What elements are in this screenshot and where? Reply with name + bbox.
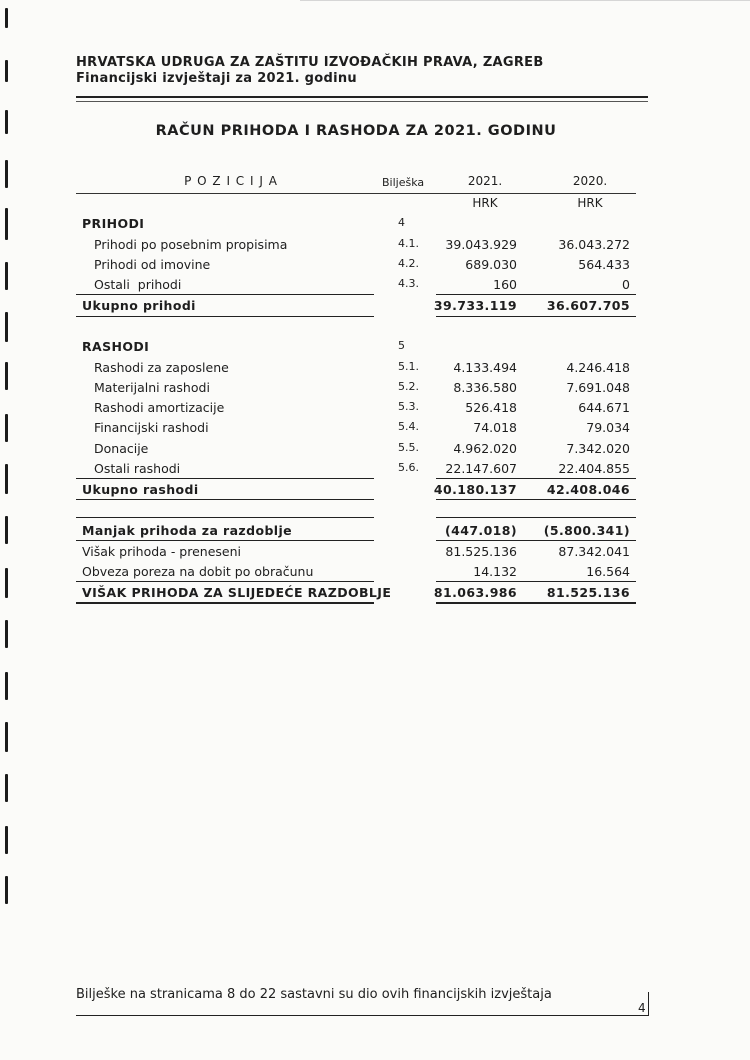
total-rule [76,499,374,500]
tax-2021: 14.132 [473,564,517,579]
value-2020: 4.246.418 [566,360,630,375]
carried-surplus-2021: 81.525.136 [445,544,517,559]
total-rule [436,316,636,317]
currency-2021: HRK [472,196,498,210]
column-header-2021: 2021. [467,174,503,188]
table-row [0,458,750,478]
income-total-label: Ukupno prihodi [82,298,196,313]
deficit-row [0,520,750,540]
footer-rule [76,1015,648,1016]
value-2021: 160 [493,277,517,292]
value-2020: 22.404.855 [558,461,630,476]
currency-2020: HRK [577,196,603,210]
income-total-2021: 39.733.119 [433,298,517,313]
value-2020: 564.433 [578,257,630,272]
value-2021: 39.043.929 [445,237,517,252]
table-header-rule [76,193,636,194]
summary-rule [76,517,374,518]
header-rule-thin [76,101,648,102]
income-heading-row [0,213,750,233]
value-2021: 74.018 [473,420,517,435]
row-label: Prihodi od imovine [94,257,211,272]
table-row [0,377,750,397]
value-2020: 7.342.020 [566,441,630,456]
row-note: 5.6. [398,461,419,474]
expense-heading-row [0,336,750,356]
table-row [0,254,750,274]
value-2021: 22.147.607 [445,461,517,476]
table-row [0,357,750,377]
value-2020: 36.043.272 [558,237,630,252]
income-total-row [0,295,750,315]
page-number-divider [648,992,649,1016]
income-total-2020: 36.607.705 [546,298,630,313]
expense-note: 5 [398,339,405,352]
total-rule [76,316,374,317]
deficit-2021: (447.018) [445,523,517,538]
value-2020: 0 [622,277,630,292]
footer-note: Bilješke na stranicama 8 do 22 sastavni su dio ovih financijskih izvještaja [76,987,552,1002]
page-number: 4 [638,1001,646,1015]
binding-marks [5,0,9,1000]
organization-name: HRVATSKA UDRUGA ZA ZAŠTITU IZVOĐAČKIH PRAVA, ZAGREB [76,55,544,70]
column-header-note: Bilješka [382,176,425,189]
header-rule [76,96,648,98]
carried-surplus-label: Višak prihoda - preneseni [82,544,242,559]
row-label: Rashodi amortizacije [94,400,225,415]
row-label: Financijski rashodi [94,420,209,435]
table-row [0,417,750,437]
carried-surplus-2020: 87.342.041 [558,544,630,559]
surplus-next-period-2020: 81.525.136 [546,585,630,600]
row-note: 4.1. [398,237,419,250]
table-row [0,397,750,417]
carried-surplus-row [0,541,750,561]
scan-top-edge [300,0,750,1]
row-label: Ostali prihodi [94,277,182,292]
tax-row [0,561,750,581]
row-label: Prihodi po posebnim propisima [94,237,288,252]
expense-total-2020: 42.408.046 [546,482,630,497]
statement-title: RAČUN PRIHODA I RASHODA ZA 2021. GODINU [155,123,557,139]
table-row [0,234,750,254]
column-header-position: P O Z I C I J A [184,174,278,188]
row-note: 5.2. [398,380,419,393]
value-2020: 79.034 [586,420,630,435]
row-label: Ostali rashodi [94,461,181,476]
income-note: 4 [398,216,405,229]
report-subtitle: Financijski izvještaji za 2021. godinu [76,71,357,86]
value-2021: 4.133.494 [453,360,517,375]
value-2021: 4.962.020 [453,441,517,456]
value-2021: 8.336.580 [453,380,517,395]
summary-rule [436,517,636,518]
row-label: Materijalni rashodi [94,380,210,395]
row-note: 4.3. [398,277,419,290]
value-2020: 7.691.048 [566,380,630,395]
expense-heading: RASHODI [82,339,150,354]
table-row [0,274,750,294]
row-label: Rashodi za zaposlene [94,360,229,375]
total-rule [436,499,636,500]
expense-total-label: Ukupno rashodi [82,482,199,497]
value-2021: 689.030 [465,257,517,272]
deficit-2020: (5.800.341) [543,523,630,538]
final-rule [436,602,636,604]
tax-2020: 16.564 [586,564,630,579]
value-2021: 526.418 [465,400,517,415]
surplus-next-period-row [0,582,750,602]
surplus-next-period-2021: 81.063.986 [433,585,517,600]
expense-total-row [0,479,750,499]
surplus-next-period-label: VIŠAK PRIHODA ZA SLIJEDEĆE RAZDOBLJE [82,585,392,600]
row-note: 4.2. [398,257,419,270]
document-header [76,55,651,87]
table-row [0,438,750,458]
row-label: Donacije [94,441,149,456]
value-2020: 644.671 [578,400,630,415]
row-note: 5.1. [398,360,419,373]
column-header-2020: 2020. [572,174,608,188]
expense-total-2021: 40.180.137 [433,482,517,497]
final-rule [76,602,374,604]
row-note: 5.4. [398,420,419,433]
income-heading: PRIHODI [82,216,145,231]
row-note: 5.3. [398,400,419,413]
row-note: 5.5. [398,441,419,454]
tax-label: Obveza poreza na dobit po obračunu [82,564,314,579]
deficit-label: Manjak prihoda za razdoblje [82,523,293,538]
